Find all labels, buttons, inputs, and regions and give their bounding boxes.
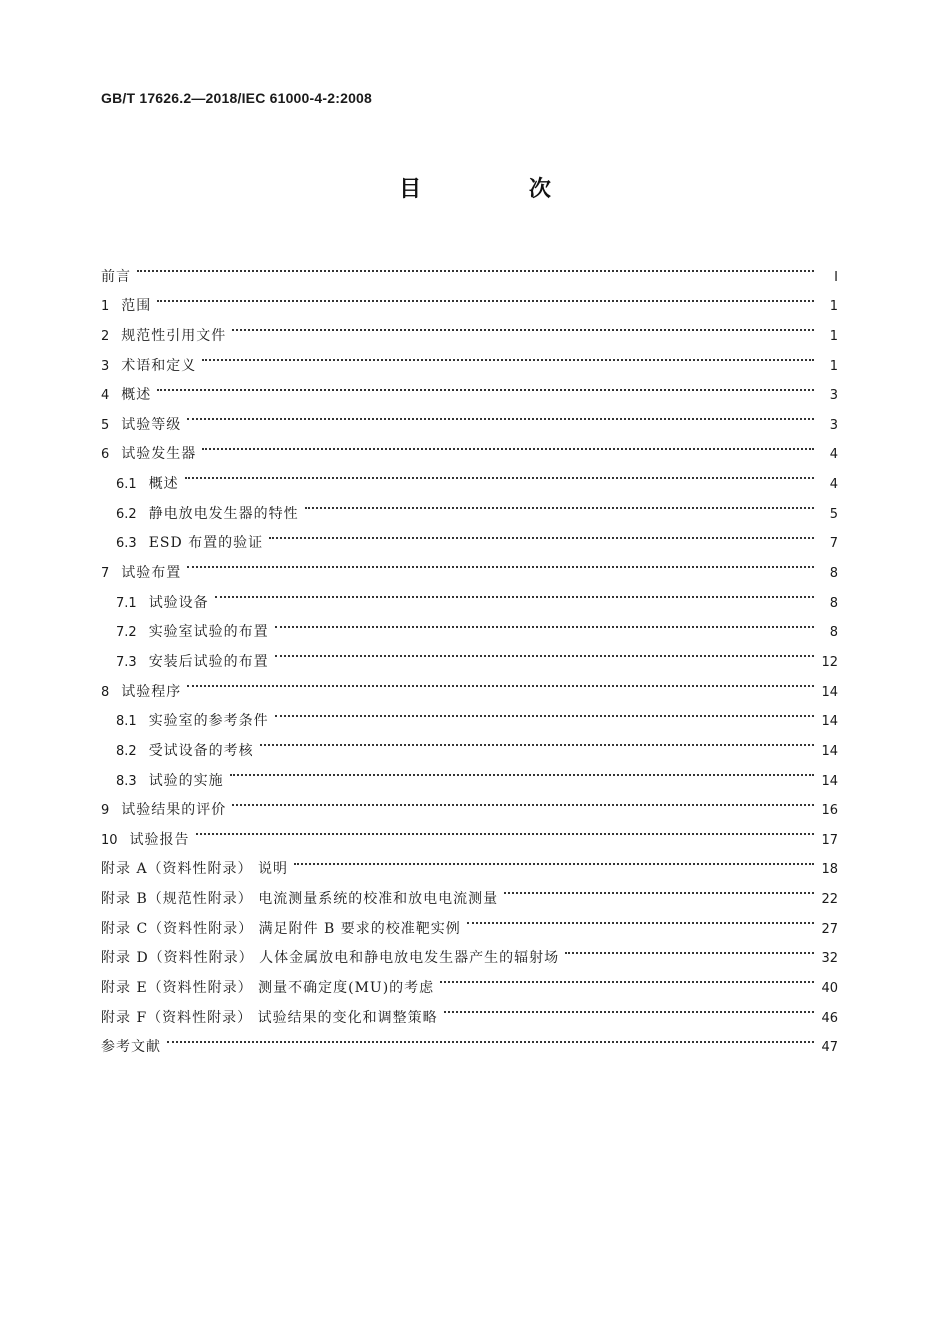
toc-entry-page: 8 bbox=[829, 625, 838, 641]
toc-entry[interactable] bbox=[101, 696, 838, 730]
toc-entry-number: 8 bbox=[101, 684, 110, 700]
toc-entry-number: 5 bbox=[101, 417, 110, 433]
toc-entry-number: 8.1 bbox=[116, 714, 137, 730]
toc-entry-page: 8 bbox=[829, 566, 838, 582]
toc-leader-dots bbox=[196, 814, 814, 844]
toc-leader-dots bbox=[294, 844, 814, 874]
toc-entry[interactable] bbox=[101, 340, 838, 374]
toc-entry-label: ESD 布置的验证 bbox=[148, 535, 264, 552]
toc-entry-page: 5 bbox=[829, 506, 838, 522]
toc-entry-number: 4 bbox=[101, 388, 110, 404]
toc-entry-number: 6.3 bbox=[116, 536, 137, 552]
toc-entry-label: 附录 F（资料性附录） 试验结果的变化和调整策略 bbox=[101, 1009, 438, 1026]
toc-entry[interactable] bbox=[101, 399, 838, 433]
toc-entry-label: 受试设备的考核 bbox=[148, 742, 254, 759]
toc-leader-dots bbox=[202, 429, 814, 459]
standard-number-header: GB/T 17626.2—2018/IEC 61000-4-2:2008 bbox=[101, 90, 373, 106]
toc-entry-label: 范围 bbox=[121, 298, 152, 315]
toc-entry-label: 试验布置 bbox=[121, 565, 182, 582]
toc-entry-page: 14 bbox=[821, 714, 838, 730]
toc-entry-label: 附录 E（资料性附录） 测量不确定度(MU)的考虑 bbox=[101, 980, 435, 997]
toc-leader-dots bbox=[260, 725, 814, 755]
toc-entry-page: 14 bbox=[821, 773, 838, 789]
toc-entry-page: 47 bbox=[821, 1040, 838, 1056]
toc-entry[interactable] bbox=[101, 370, 838, 404]
toc-entry[interactable] bbox=[101, 844, 838, 878]
toc-entry-label: 实验室的参考条件 bbox=[148, 713, 269, 730]
toc-entry-page: 27 bbox=[821, 921, 838, 937]
toc-entry-number: 8.3 bbox=[116, 773, 137, 789]
toc-entry[interactable] bbox=[101, 666, 838, 700]
toc-leader-dots bbox=[187, 547, 814, 577]
toc-entry[interactable] bbox=[101, 251, 838, 285]
toc-leader-dots bbox=[275, 636, 814, 666]
toc-entry-page: 3 bbox=[829, 417, 838, 433]
toc-entry-label: 前言 bbox=[101, 268, 131, 285]
toc-leader-dots bbox=[167, 1022, 814, 1052]
toc-leader-dots bbox=[215, 577, 814, 607]
toc-entry-page: 16 bbox=[821, 803, 838, 819]
toc-title: 目 次 bbox=[399, 177, 601, 202]
toc-entry-label: 静电放电发生器的特性 bbox=[148, 505, 299, 522]
toc-entry[interactable] bbox=[101, 547, 838, 582]
toc-leader-dots bbox=[440, 962, 814, 992]
toc-entry-label: 参考文献 bbox=[101, 1039, 161, 1056]
toc-entry[interactable] bbox=[101, 429, 838, 463]
toc-leader-dots bbox=[230, 755, 814, 785]
toc-entry[interactable] bbox=[101, 281, 838, 315]
toc-entry[interactable] bbox=[101, 577, 838, 611]
toc-leader-dots bbox=[185, 458, 814, 488]
toc-entry-page: 1 bbox=[829, 358, 838, 374]
toc-entry-label: 安装后试验的布置 bbox=[148, 653, 269, 670]
toc-entry-number: 6 bbox=[101, 447, 110, 463]
toc-leader-dots bbox=[269, 518, 814, 548]
toc-entry-number: 6.1 bbox=[116, 477, 137, 493]
toc-entry[interactable] bbox=[101, 1022, 838, 1056]
toc-entry-label: 附录 B（规范性附录） 电流测量系统的校准和放电电流测量 bbox=[101, 891, 499, 908]
toc-entry-page: 32 bbox=[821, 951, 838, 967]
toc-entry-page: I bbox=[834, 269, 838, 285]
toc-leader-dots bbox=[232, 310, 814, 340]
toc-entry-label: 术语和定义 bbox=[121, 357, 197, 374]
toc-entry-page: 17 bbox=[821, 832, 838, 848]
toc-entry-page: 40 bbox=[821, 981, 838, 997]
toc-entry-label: 试验设备 bbox=[148, 594, 209, 611]
toc-entry-page: 12 bbox=[821, 654, 838, 670]
toc-entry-number: 9 bbox=[101, 803, 110, 819]
toc-entry[interactable] bbox=[101, 607, 838, 641]
toc-entry-label: 概述 bbox=[148, 476, 179, 493]
toc-entry-label: 试验报告 bbox=[129, 831, 190, 848]
toc-entry-page: 3 bbox=[829, 388, 838, 404]
toc-entry-label: 规范性引用文件 bbox=[121, 327, 227, 344]
toc-entry-number: 8.2 bbox=[116, 743, 137, 759]
toc-entry-number: 7.2 bbox=[116, 625, 137, 641]
toc-leader-dots bbox=[305, 488, 814, 518]
toc-entry-label: 试验发生器 bbox=[121, 446, 197, 463]
toc-entry-page: 18 bbox=[821, 862, 838, 878]
toc-entry-label: 试验的实施 bbox=[148, 772, 224, 789]
toc-entry-page: 22 bbox=[821, 892, 838, 908]
toc-entry-label: 试验程序 bbox=[121, 683, 182, 700]
table-of-contents bbox=[101, 251, 838, 1056]
toc-entry-number: 3 bbox=[101, 358, 110, 374]
toc-leader-dots bbox=[444, 992, 814, 1022]
toc-entry-label: 试验等级 bbox=[121, 416, 182, 433]
toc-entry-page: 1 bbox=[829, 328, 838, 344]
toc-entry-number: 6.2 bbox=[116, 506, 137, 522]
toc-entry-number: 7 bbox=[101, 566, 110, 582]
toc-entry-number: 2 bbox=[101, 328, 110, 344]
toc-entry-page: 4 bbox=[829, 447, 838, 463]
toc-entry[interactable] bbox=[101, 458, 838, 493]
toc-leader-dots bbox=[275, 696, 814, 726]
toc-entry-page: 4 bbox=[829, 477, 838, 493]
toc-leader-dots bbox=[275, 607, 814, 637]
toc-entry-label: 试验结果的评价 bbox=[121, 802, 227, 819]
toc-leader-dots bbox=[137, 251, 814, 281]
toc-entry-label: 附录 C（资料性附录） 满足附件 B 要求的校准靶实例 bbox=[101, 920, 461, 937]
toc-entry-label: 概述 bbox=[121, 387, 152, 404]
toc-entry-label: 附录 A（资料性附录） 说明 bbox=[101, 861, 289, 878]
toc-entry-number: 10 bbox=[101, 832, 118, 848]
toc-entry-page: 46 bbox=[821, 1010, 838, 1026]
toc-leader-dots bbox=[232, 785, 814, 815]
toc-leader-dots bbox=[157, 370, 814, 400]
toc-entry-page: 14 bbox=[821, 684, 838, 700]
toc-leader-dots bbox=[187, 399, 814, 429]
toc-entry-page: 14 bbox=[821, 743, 838, 759]
toc-leader-dots bbox=[504, 873, 814, 903]
toc-entry-page: 7 bbox=[829, 536, 838, 552]
toc-entry-page: 1 bbox=[829, 299, 838, 315]
toc-leader-dots bbox=[202, 340, 814, 370]
toc-entry-number: 7.3 bbox=[116, 654, 137, 670]
toc-entry[interactable] bbox=[101, 488, 838, 522]
toc-entry-page: 8 bbox=[829, 595, 838, 611]
toc-entry-number: 1 bbox=[101, 299, 110, 315]
toc-entry[interactable] bbox=[101, 310, 838, 344]
toc-leader-dots bbox=[187, 666, 814, 696]
toc-entry-label: 附录 D（资料性附录） 人体金属放电和静电放电发生器产生的辐射场 bbox=[101, 950, 560, 967]
toc-entry-label: 实验室试验的布置 bbox=[148, 624, 269, 641]
toc-leader-dots bbox=[157, 281, 814, 311]
toc-leader-dots bbox=[467, 903, 814, 933]
toc-entry-number: 7.1 bbox=[116, 595, 137, 611]
toc-leader-dots bbox=[565, 933, 814, 963]
toc-entry[interactable] bbox=[101, 814, 838, 848]
